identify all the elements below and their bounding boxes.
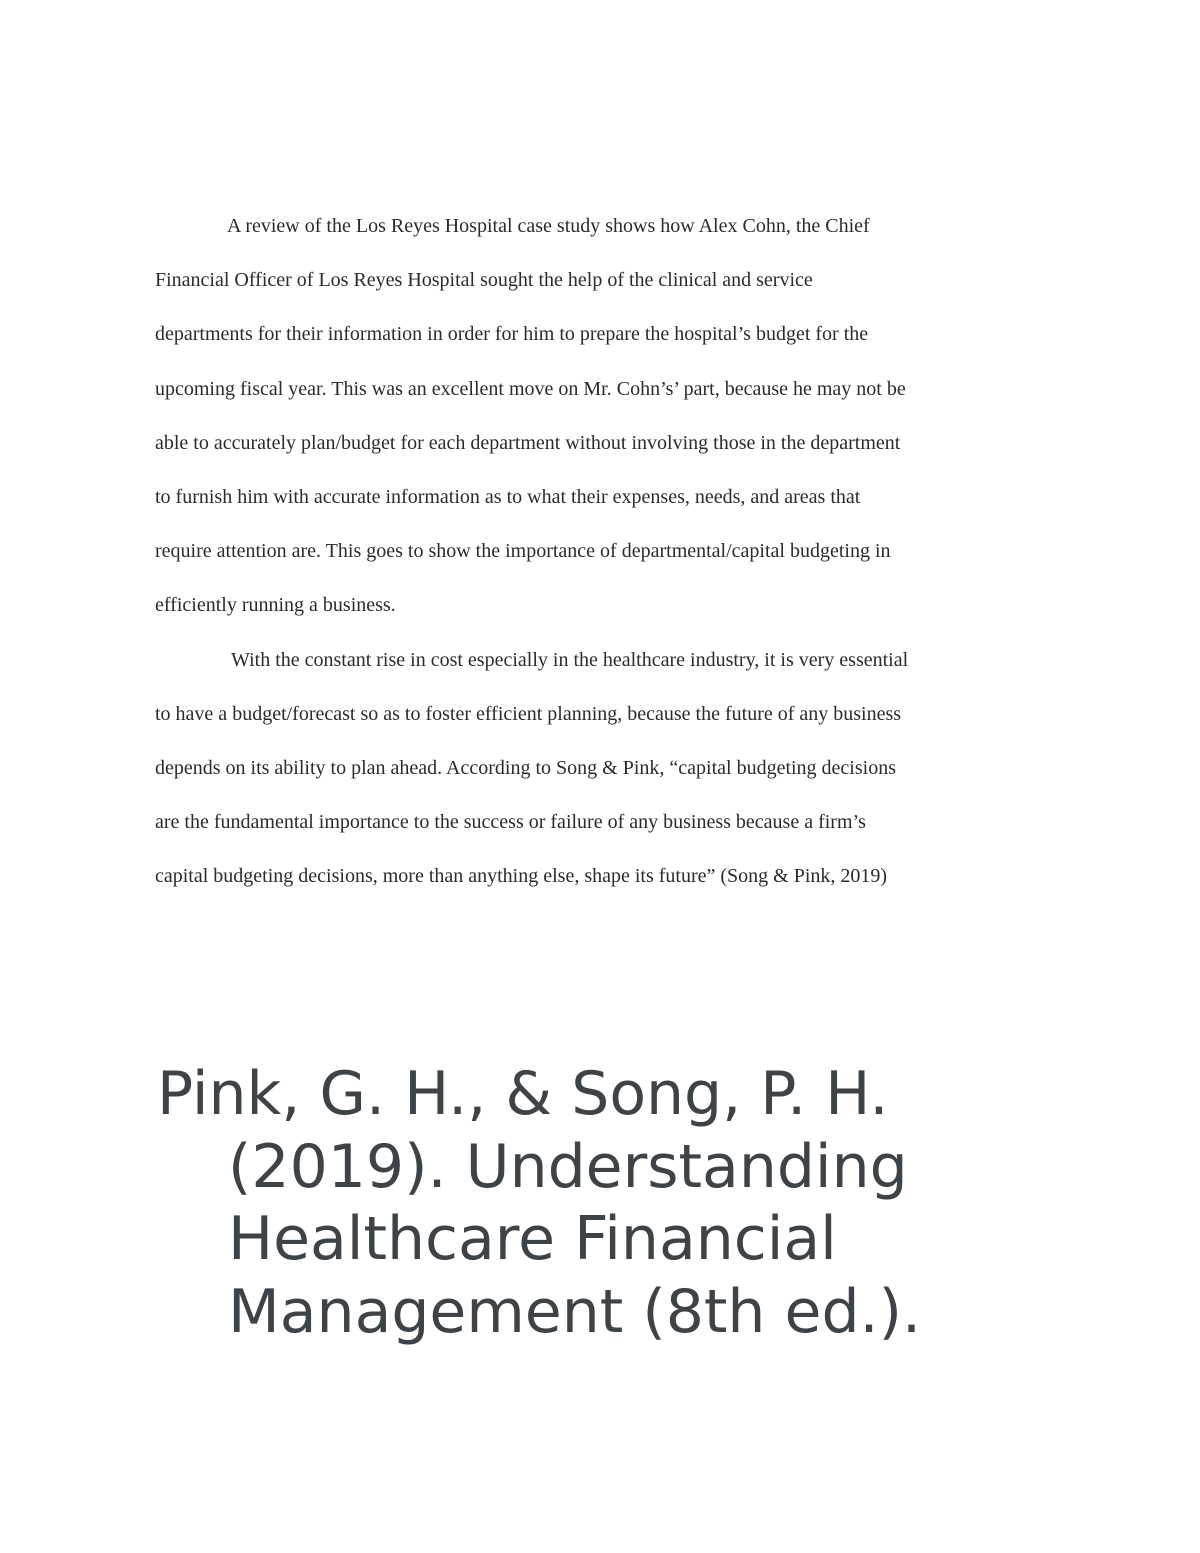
reference-line: Pink, G. H., & Song, P. H. bbox=[157, 1059, 889, 1129]
paragraph-1 bbox=[155, 199, 1050, 633]
reference-line: (2019). Understanding bbox=[228, 1131, 908, 1202]
paragraph-line: efficiently running a business. bbox=[155, 594, 396, 617]
paragraph-line: depends on its ability to plan ahead. According to Song & Pink, “capital budgeting decisions bbox=[155, 756, 896, 779]
paragraph-line: are the fundamental importance to the success or failure of any business because a firm’s bbox=[155, 811, 866, 834]
paragraph-line: With the constant rise in cost especially in the healthcare industry, it is very essential bbox=[231, 648, 909, 671]
paragraph-line: capital budgeting decisions, more than anything else, shape its future” (Song & Pink, 2019) bbox=[155, 865, 888, 888]
reference-line: Healthcare Financial bbox=[228, 1204, 837, 1275]
paragraph-line: able to accurately plan/budget for each department without involving those in the department bbox=[155, 431, 901, 454]
paragraph-line: A review of the Los Reyes Hospital case study shows how Alex Cohn, the Chief bbox=[227, 215, 870, 237]
paragraph-line: to furnish him with accurate information as to what their expenses, needs, and areas that bbox=[155, 485, 861, 508]
paragraph-line: Financial Officer of Los Reyes Hospital sought the help of the clinical and service bbox=[155, 269, 813, 292]
reference-entry bbox=[157, 1058, 1157, 1348]
document-body bbox=[155, 199, 1050, 903]
paragraph-line: to have a budget/forecast so as to foster efficient planning, because the future of any business bbox=[155, 702, 902, 725]
paragraph-line: require attention are. This goes to show the importance of departmental/capital budgeting in bbox=[155, 540, 891, 563]
paragraph-line: upcoming fiscal year. This was an excellent move on Mr. Cohn’s’ part, because he may not be bbox=[155, 377, 906, 400]
reference-line: Management (8th ed.). bbox=[228, 1276, 922, 1347]
paragraph-2 bbox=[155, 633, 1050, 904]
paragraph-line: departments for their information in order for him to prepare the hospital’s budget for the bbox=[155, 323, 869, 346]
